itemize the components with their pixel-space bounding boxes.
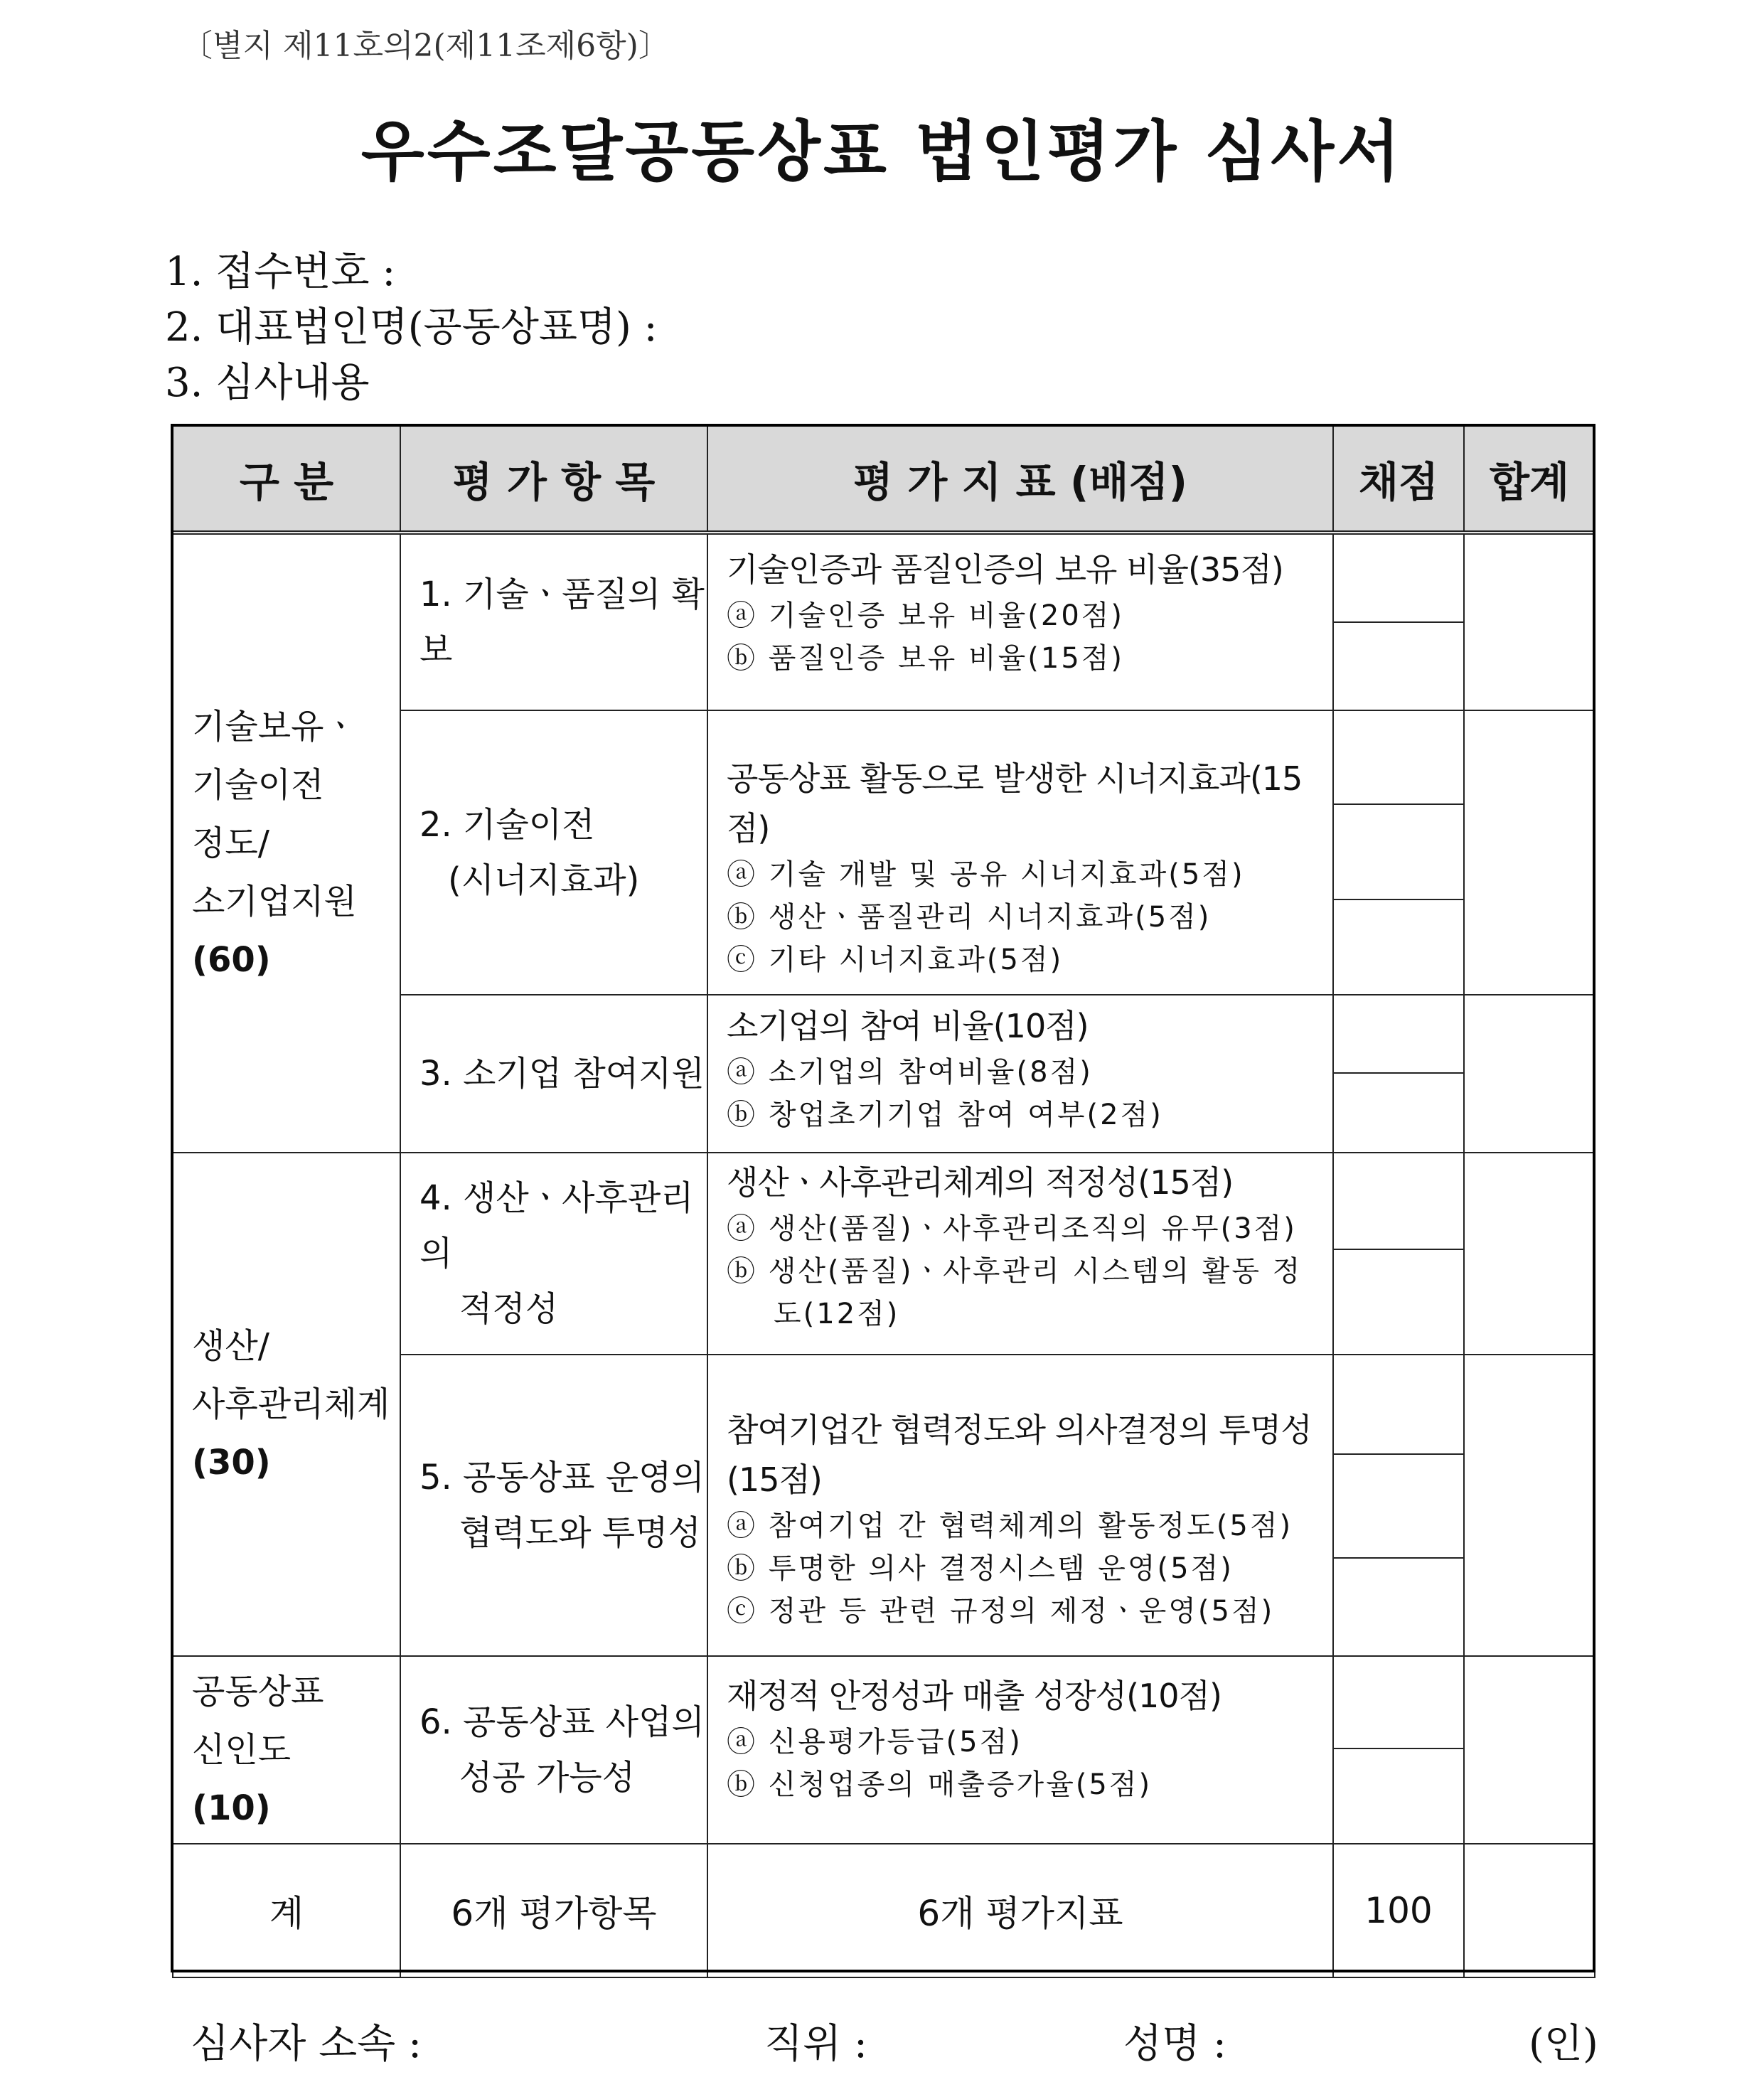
document-title: 우수조달공동상표 법인평가 심사서 xyxy=(360,114,1404,190)
header-indicator: 평 가 지 표 (배점) xyxy=(707,426,1333,533)
score-cell-4[interactable] xyxy=(1333,1153,1464,1355)
score-cell-5[interactable] xyxy=(1333,1355,1464,1656)
score-cell-1[interactable] xyxy=(1333,533,1464,710)
indicator-3: 소기업의 참여 비율(10점) ⓐ 소기업의 참여비율(8점) ⓑ 창업초기기업 참여 여부(2점) xyxy=(707,995,1333,1153)
review-content-label: 3. 심사내용 xyxy=(165,360,370,406)
total-row xyxy=(173,1844,1595,1977)
item-4: 4. 생산ㆍ사후관리의 적정성 xyxy=(400,1153,707,1355)
indicator-1: 기술인증과 품질인증의 보유 비율(35점) ⓐ 기술인증 보유 비율(20점) ⓑ 품질인증 보유 비율(15점) xyxy=(707,533,1333,710)
reviewer-position-label: 직위 : xyxy=(764,2021,867,2067)
sum-cell-6[interactable] xyxy=(1464,1656,1595,1844)
total-score: 100 xyxy=(1333,1844,1464,1977)
score-cell-2[interactable] xyxy=(1333,710,1464,995)
total-sum[interactable] xyxy=(1464,1844,1595,1977)
total-items: 6개 평가항목 xyxy=(400,1844,707,1977)
total-indicators: 6개 평가지표 xyxy=(707,1844,1333,1977)
table-header-row xyxy=(173,426,1595,533)
score-cell-6[interactable] xyxy=(1333,1656,1464,1844)
form-reference: 〔별지 제11호의2(제11조제6항)〕 xyxy=(181,28,670,64)
table-row xyxy=(173,1153,1595,1355)
indicator-6: 재정적 안정성과 매출 성장성(10점) ⓐ 신용평가등급(5점) ⓑ 신청업종의 매출증가율(5점) xyxy=(707,1656,1333,1844)
reviewer-name-label: 성명 : xyxy=(1123,2021,1226,2067)
sum-cell-2[interactable] xyxy=(1464,710,1595,995)
indicator-4: 생산ㆍ사후관리체계의 적정성(15점) ⓐ 생산(품질)ㆍ사후관리조직의 유무(3점) ⓑ 생산(품질)ㆍ사후관리 시스템의 활동 정도(12점) xyxy=(707,1153,1333,1355)
total-label: 계 xyxy=(173,1844,400,1977)
item-5: 5. 공동상표 운영의 협력도와 투명성 xyxy=(400,1355,707,1656)
evaluation-table xyxy=(172,425,1595,1978)
category-tech: 기술보유ㆍ 기술이전 정도/ 소기업지원 (60) xyxy=(173,533,400,1153)
category-production: 생산/ 사후관리체계 (30) xyxy=(173,1153,400,1656)
table-row xyxy=(173,1656,1595,1844)
category-credibility: 공동상표 신인도 (10) xyxy=(173,1656,400,1844)
header-score: 채점 xyxy=(1333,426,1464,533)
sum-cell-5[interactable] xyxy=(1464,1355,1595,1656)
header-item: 평 가 항 목 xyxy=(400,426,707,533)
receipt-number-label: 1. 접수번호 : xyxy=(165,249,396,295)
table-row xyxy=(173,533,1595,710)
sum-cell-1[interactable] xyxy=(1464,533,1595,710)
item-1: 1. 기술ㆍ품질의 확보 xyxy=(400,533,707,710)
reviewer-affiliation-label: 심사자 소속 : xyxy=(191,2021,422,2067)
header-category: 구 분 xyxy=(173,426,400,533)
item-3: 3. 소기업 참여지원 xyxy=(400,995,707,1153)
sum-cell-4[interactable] xyxy=(1464,1153,1595,1355)
header-sum: 합계 xyxy=(1464,426,1595,533)
item-2: 2. 기술이전 (시너지효과) xyxy=(400,710,707,995)
indicator-5: 참여기업간 협력정도와 의사결정의 투명성(15점) ⓐ 참여기업 간 협력체계의 활동정도(5점) ⓑ 투명한 의사 결정시스템 운영(5점) ⓒ 정관 등 관련 규정의 제정ㆍ운영(5점) xyxy=(707,1355,1333,1656)
indicator-2: 공동상표 활동으로 발생한 시너지효과(15점) ⓐ 기술 개발 및 공유 시너지효과(5점) ⓑ 생산ㆍ품질관리 시너지효과(5점) ⓒ 기타 시너지효과(5점) xyxy=(707,710,1333,995)
company-name-label: 2. 대표법인명(공동상표명) : xyxy=(165,304,658,351)
score-cell-3[interactable] xyxy=(1333,995,1464,1153)
seal-mark: (인) xyxy=(1529,2021,1598,2067)
sum-cell-3[interactable] xyxy=(1464,995,1595,1153)
item-6: 6. 공동상표 사업의 성공 가능성 xyxy=(400,1656,707,1844)
